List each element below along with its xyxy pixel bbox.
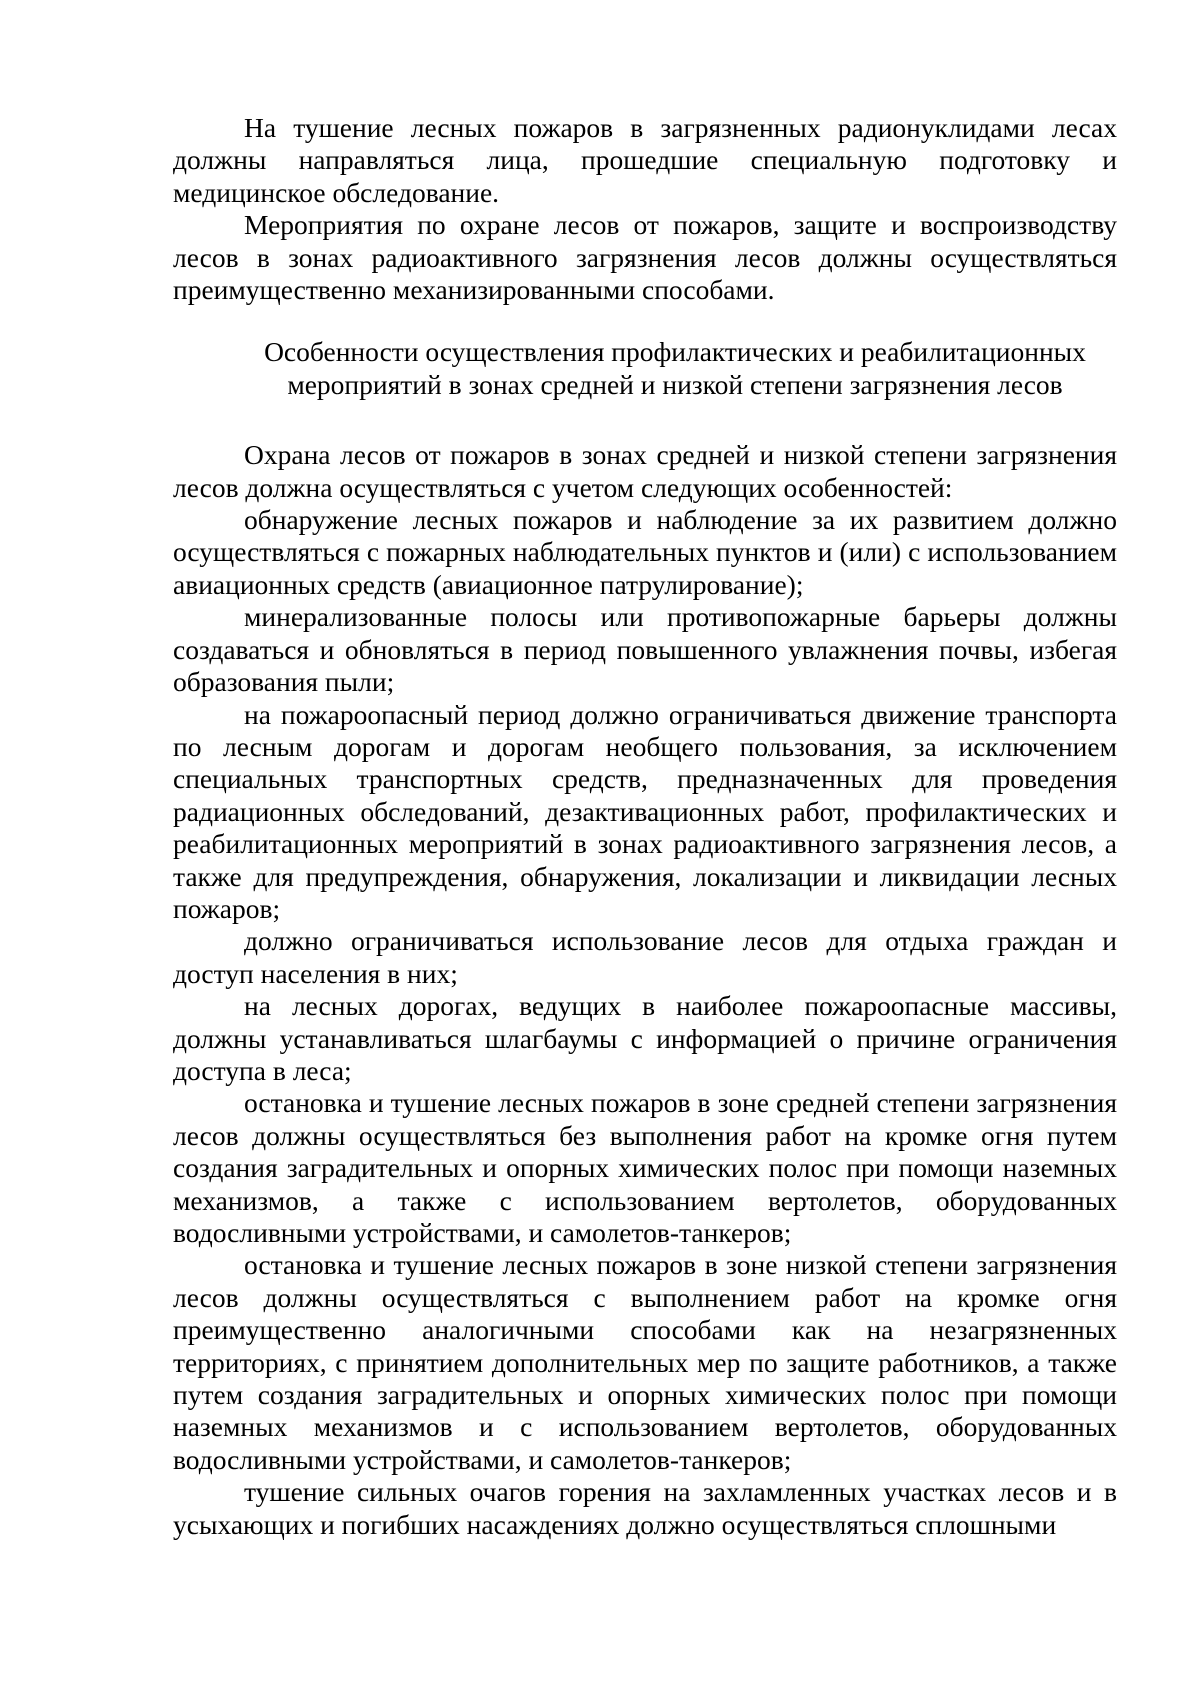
section-heading-line-1: Особенности осуществления профилактических и реабилитационных xyxy=(264,336,1086,368)
list-item-recreation-restriction: должно ограничиваться использование лесов для отдыха граждан и доступ населения в них; xyxy=(173,925,1117,989)
list-item-transport-restriction: на пожароопасный период должно ограничиваться движение транспорта по лесным дорогам и дорогам необщего пользования, за исключением специальных транспортных средств, предназначенных для проведения радиационных обследований, дезактивационных работ, профилактических и реабилитационных мероприятий в зонах радиоактивного загрязнения лесов, а также для предупреждения, обнаружения, локализации и ликвидации лесных пожаров; xyxy=(173,698,1117,924)
list-item-medium-zone-firefighting: остановка и тушение лесных пожаров в зоне средней степени загрязнения лесов должны осуществляться без выполнения работ на кромке огня путем создания заградительных и опорных химических полос при помощи наземных механизмов, а также с использованием вертолетов, оборудованных водосливными устройствами, и самолетов-танкеров; xyxy=(173,1087,1117,1248)
list-item-strong-fire-sources: тушение сильных очагов горения на захламленных участках лесов и в усыхающих и погибших насаждениях должно осуществляться сплошными xyxy=(173,1476,1117,1540)
section-heading xyxy=(173,336,1117,401)
list-item-low-zone-firefighting: остановка и тушение лесных пожаров в зоне низкой степени загрязнения лесов должны осуществляться с выполнением работ на кромке огня преимущественно аналогичными способами как на незагрязненных территориях, с принятием дополнительных мер по защите работников, а также путем создания заградительных и опорных химических полос при помощи наземных механизмов и с использованием вертолетов, оборудованных водосливными устройствами, и самолетов-танкеров; xyxy=(173,1249,1117,1475)
section-heading-line-2: мероприятий в зонах средней и низкой степени загрязнения лесов xyxy=(287,368,1063,400)
list-item-barriers: на лесных дорогах, ведущих в наиболее пожароопасные массивы, должны устанавливаться шлагбаумы с информацией о причине ограничения доступа в леса; xyxy=(173,990,1117,1086)
list-item-mineralized-strips: минерализованные полосы или противопожарные барьеры должны создаваться и обновляться в период повышенного увлажнения почвы, избегая образования пыли; xyxy=(173,601,1117,698)
document-body xyxy=(173,112,1117,1541)
paragraph-fire-protection-intro: Охрана лесов от пожаров в зонах средней и низкой степени загрязнения лесов должна осуществляться с учетом следующих особенностей: xyxy=(173,439,1117,503)
paragraph-firefighting-personnel: На тушение лесных пожаров в загрязненных радионуклидами лесах должны направляться лица, прошедшие специальную подготовку и медицинское обследование. xyxy=(173,112,1117,208)
list-item-fire-detection: обнаружение лесных пожаров и наблюдение за их развитием должно осуществляться с пожарных наблюдательных пунктов и (или) с использованием авиационных средств (авиационное патрулирование); xyxy=(173,504,1117,600)
paragraph-mechanized-methods: Мероприятия по охране лесов от пожаров, защите и воспроизводству лесов в зонах радиоактивного загрязнения лесов должны осуществляться преимущественно механизированными способами. xyxy=(173,209,1117,306)
